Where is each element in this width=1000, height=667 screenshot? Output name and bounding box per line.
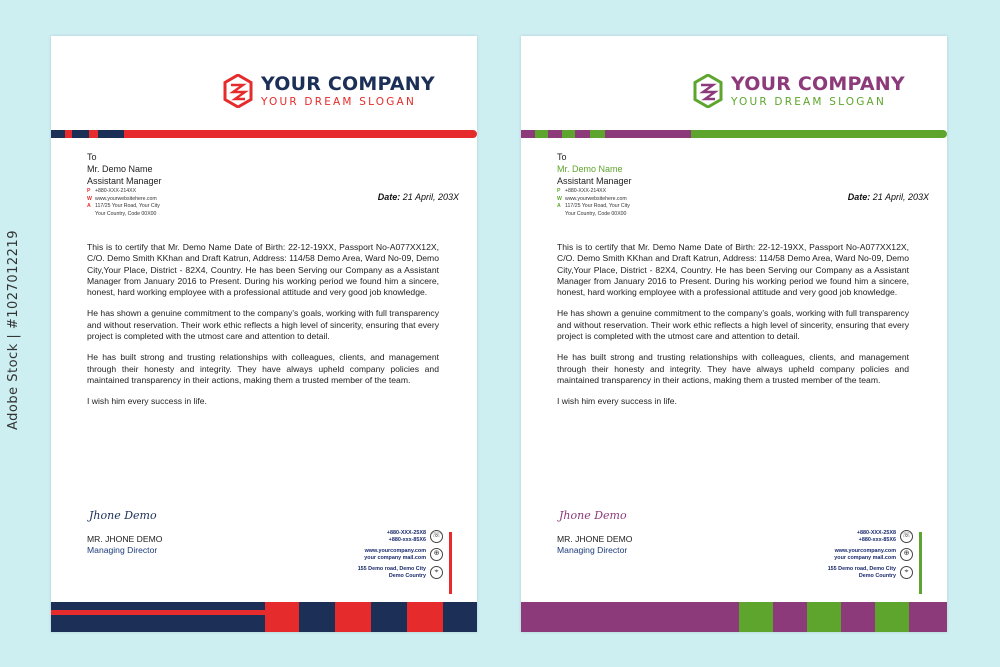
signer-name: MR. JHONE DEMO xyxy=(87,534,163,544)
footer-stripe-segment xyxy=(371,602,407,632)
address-key: A xyxy=(87,203,91,209)
letterhead-page-red xyxy=(51,36,477,632)
company-name: YOUR COMPANY xyxy=(261,72,435,95)
signer-title: Managing Director xyxy=(87,545,158,555)
footer-stripe-segment xyxy=(739,602,773,632)
header-stripe xyxy=(521,130,947,138)
footer-address-2: Demo Country xyxy=(388,572,426,579)
body-paragraph: I wish him every success in life. xyxy=(87,396,207,407)
footer-stripe-segment xyxy=(807,602,841,632)
phone-key: P xyxy=(87,188,91,194)
footer-stripe-segment xyxy=(299,602,335,632)
signature: Jhone Demo xyxy=(89,509,157,522)
location-pin-icon: ⌖ xyxy=(900,566,913,579)
footer-stripe-segment xyxy=(875,602,909,632)
company-slogan: YOUR DREAM SLOGAN xyxy=(261,95,416,108)
body-paragraph: He has shown a genuine commitment to the company’s goals, working with full transparency and without reservation. Their work ethic reflects a high level of sincerity, ensuring that every project is completed with the utmost care and attention to detail. xyxy=(557,308,909,342)
footer-accent-bar xyxy=(449,532,452,594)
to-label: To xyxy=(87,152,97,162)
footer-phone-1: +880-XXX-25X8 xyxy=(856,530,896,537)
date-line xyxy=(378,192,459,202)
sender-contacts xyxy=(87,188,160,218)
phone-key: P xyxy=(557,188,561,194)
recipient-block xyxy=(87,151,162,187)
header-stripe xyxy=(51,130,477,138)
body-paragraph: He has built strong and trusting relationships with colleagues, clients, and management through their honesty and integrity. They have always upheld company policies and maintained transparency in their actions, making them a trusted member of the team. xyxy=(87,352,439,385)
letter-body xyxy=(87,242,439,418)
header-stripe-segment xyxy=(51,130,65,138)
header-stripe-segment xyxy=(605,130,619,138)
footer-phone-2: +880-xxx-85X6 xyxy=(858,536,896,543)
phone-value: +880-XXX-214XX xyxy=(95,188,137,194)
date-line xyxy=(848,192,929,202)
footer-stripe-segment xyxy=(521,602,739,632)
letter-body xyxy=(557,242,909,418)
header-stripe-segment xyxy=(575,130,590,138)
footer-stripe xyxy=(51,602,477,632)
logo xyxy=(693,74,905,108)
footer-stripe-segment xyxy=(841,602,875,632)
sender-contacts xyxy=(557,188,630,218)
company-slogan: YOUR DREAM SLOGAN xyxy=(731,95,886,108)
footer-stripe-segment xyxy=(407,602,443,632)
web-key: W xyxy=(87,195,92,202)
header-stripe-segment xyxy=(548,130,562,138)
location-pin-icon: ⌖ xyxy=(430,566,443,579)
footer-stripe-segment xyxy=(335,602,371,632)
recipient-name: Mr. Demo Name xyxy=(557,164,623,174)
phone-icon: ☏ xyxy=(900,530,913,543)
recipient-name: Mr. Demo Name xyxy=(87,164,153,174)
footer-web-1: www.yourcompany.com xyxy=(364,548,426,555)
footer-stripe-accent-line xyxy=(51,610,265,615)
recipient-title: Assistant Manager xyxy=(557,176,632,186)
footer-stripe-segment xyxy=(51,602,265,632)
header-stripe-segment xyxy=(72,130,89,138)
header-stripe-segment xyxy=(521,130,535,138)
signer-name: MR. JHONE DEMO xyxy=(557,534,633,544)
footer-stripe-segment xyxy=(773,602,807,632)
header-stripe-segment xyxy=(98,130,124,138)
footer-address-1: 155 Demo road, Demo City xyxy=(827,566,896,573)
logo xyxy=(223,74,435,108)
header-stripe-segment xyxy=(65,130,72,138)
date-value: 21 April, 203X xyxy=(872,192,929,202)
footer-contacts xyxy=(358,530,443,584)
body-paragraph: He has built strong and trusting relationships with colleagues, clients, and management through their honesty and integrity. They have always upheld company policies and maintained transparency in their actions, making them a trusted member of the team. xyxy=(557,352,909,385)
footer-stripe-segment xyxy=(265,602,299,632)
signer-block xyxy=(557,534,632,556)
address-value: 117/25 Your Road, Your City xyxy=(95,203,160,209)
footer-stripe xyxy=(521,602,947,632)
to-label: To xyxy=(557,152,567,162)
footer-phone-2: +880-xxx-85X6 xyxy=(388,536,426,543)
header-stripe-segment xyxy=(89,130,98,138)
date-value: 21 April, 203X xyxy=(402,192,459,202)
header-stripe-segment xyxy=(139,130,477,138)
header-stripe-segment xyxy=(124,130,139,138)
body-paragraph: I wish him every success in life. xyxy=(557,396,677,407)
company-name: YOUR COMPANY xyxy=(731,72,905,95)
header-stripe-segment xyxy=(691,130,947,138)
address-value-2: Your Country, Code 00X00 xyxy=(95,210,157,217)
footer-accent-bar xyxy=(919,532,922,594)
footer-phone-1: +880-XXX-25X8 xyxy=(386,530,426,537)
footer-address-2: Demo Country xyxy=(858,572,896,579)
footer-stripe-segment xyxy=(443,602,477,632)
address-value-2: Your Country, Code 00X00 xyxy=(565,210,627,217)
hexagon-logo-icon xyxy=(223,74,253,108)
body-paragraph: He has shown a genuine commitment to the company’s goals, working with full transparency and without reservation. Their work ethic reflects a high level of sincerity, ensuring that every project is completed with the utmost care and attention to detail. xyxy=(87,308,439,342)
web-key: W xyxy=(557,195,562,202)
side-watermark: Adobe Stock | #1027012219 xyxy=(6,230,21,430)
globe-icon: ⊕ xyxy=(900,548,913,561)
body-paragraph: This is to certify that Mr. Demo Name Date of Birth: 22-12-19XX, Passport No-A077XX12X, C/O. Demo Smith KKhan and Draft Katrun, Address: 114/58 Demo Area, Ward No-09, Demo City,Your Place, District - 82X4, Country. He has been Serving our Company as a Assistant Manager from January 2016 to Present. During his working period we found him a sincere, honest, hard working employee with a professional attitude and very good job knowledge. xyxy=(87,242,439,298)
signer-block xyxy=(87,534,162,556)
globe-icon: ⊕ xyxy=(430,548,443,561)
footer-contacts xyxy=(828,530,913,584)
date-label: Date: xyxy=(847,192,871,202)
address-value: 117/25 Your Road, Your City xyxy=(565,203,630,209)
header-stripe-segment xyxy=(590,130,605,138)
recipient-block xyxy=(557,151,632,187)
date-label: Date: xyxy=(377,192,401,202)
footer-web-1: www.yourcompany.com xyxy=(834,548,896,555)
signature: Jhone Demo xyxy=(559,509,627,522)
web-value: www.yourwebsitehere.com xyxy=(95,195,157,202)
hexagon-logo-icon xyxy=(693,74,723,108)
header-stripe-segment xyxy=(619,130,691,138)
footer-web-2: your company mail.com xyxy=(364,554,426,561)
phone-icon: ☏ xyxy=(430,530,443,543)
footer-address-1: 155 Demo road, Demo City xyxy=(357,566,426,573)
body-paragraph: This is to certify that Mr. Demo Name Date of Birth: 22-12-19XX, Passport No-A077XX12X, C/O. Demo Smith KKhan and Draft Katrun, Address: 114/58 Demo Area, Ward No-09, Demo City,Your Place, District - 82X4, Country. He has been Serving our Company as a Assistant Manager from January 2016 to Present. During his working period we found him a sincere, honest, hard working employee with a professional attitude and very good job knowledge. xyxy=(557,242,909,298)
footer-stripe-segment xyxy=(909,602,947,632)
letterhead-page-purple-green xyxy=(521,36,947,632)
footer-web-2: your company mail.com xyxy=(834,554,896,561)
address-key: A xyxy=(557,203,561,209)
header-stripe-segment xyxy=(535,130,548,138)
header-stripe-segment xyxy=(562,130,575,138)
web-value: www.yourwebsitehere.com xyxy=(565,195,627,202)
recipient-title: Assistant Manager xyxy=(87,176,162,186)
signer-title: Managing Director xyxy=(557,545,628,555)
phone-value: +880-XXX-214XX xyxy=(565,188,607,194)
